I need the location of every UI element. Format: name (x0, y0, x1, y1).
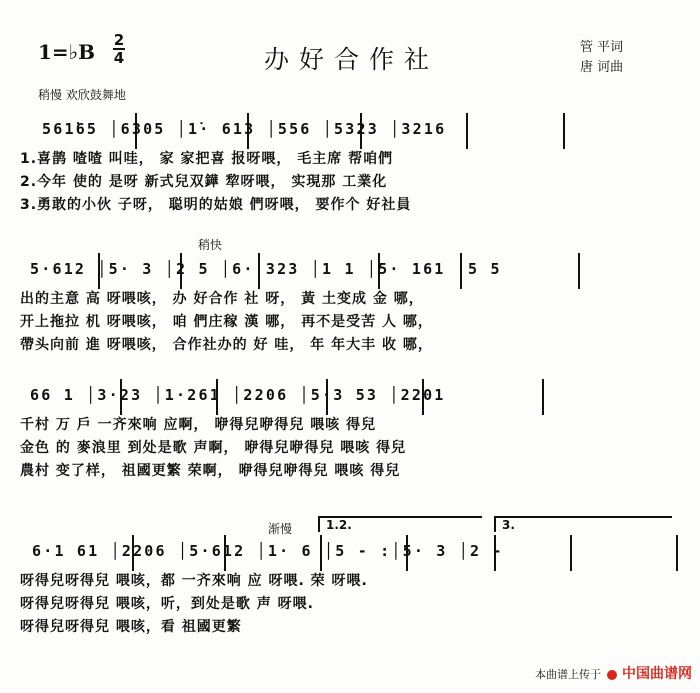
notation-line: 5·612 │5· 3 │2 5 │6· 323 │1 1 │5· 161 │5 5 (30, 260, 502, 278)
tempo-mark-slower: 渐慢 (268, 522, 293, 536)
tempo-mark-faster: 稍快 (198, 238, 223, 252)
key-signature: 1=♭B (38, 40, 96, 64)
composer-credit: 唐 诃曲 (580, 60, 624, 75)
lyric-verse-1: 呀得兒呀得兒 喂咳，都 一齐來响 应 呀喂. 荣 呀喂. (20, 573, 368, 589)
bar-line (466, 113, 468, 149)
notation-line: 66 1 │3·23 │1·261 │2206 │5·3 53 │2201 (30, 386, 446, 404)
footer-text: 本曲谱上传于 (535, 668, 601, 681)
score-system (20, 248, 685, 358)
bar-line (542, 379, 544, 415)
site-logo-text[interactable]: 中国曲谱网 (622, 666, 692, 682)
score-system (20, 374, 685, 484)
score-system (20, 108, 685, 218)
bar-line (563, 113, 565, 149)
lyric-verse-3: 帶头向前 進 呀喂咳， 合作社办的 好 哇， 年 年大丰 收 哪， (20, 337, 433, 353)
footer-attribution (535, 663, 692, 683)
bar-line (578, 253, 580, 289)
bar-line (570, 535, 572, 571)
lyric-verse-1: 千村 万 戶 一齐來响 应啊， 咿得兒咿得兒 喂咳 得兒 (20, 417, 377, 433)
notation-line: 6·1 61 │2206 │5·612 │1· 6 │5 - :│5· 3 │2 - (32, 542, 504, 560)
time-signature: 2 4 (113, 31, 125, 67)
lyric-verse-3: 3.勇敢的小伙 子呀， 聪明的姑娘 們呀喂， 要作个 好社員 (20, 197, 412, 213)
lyric-verse-2: 呀得兒呀得兒 喂咳，听，到处是歌 声 呀喂. (20, 596, 314, 612)
page-title: 办好合作社 (264, 45, 440, 74)
lyric-verse-2: 开上拖拉 机 呀喂咳， 咱 們庄稼 漢 哪， 再不是受苦 人 哪， (20, 314, 433, 330)
final-bar-line (676, 535, 678, 571)
volta-label: 1.2. (326, 518, 352, 532)
volta-label: 3. (502, 518, 515, 532)
tempo-mark-opening: 稍慢 欢欣鼓舞地 (38, 88, 126, 102)
site-logo-icon (607, 670, 617, 680)
lyric-verse-1: 1.喜鹊 喳喳 叫哇， 家 家把喜 报呀喂， 毛主席 帮咱們 (20, 151, 394, 167)
lyric-verse-2: 金色 的 麥浪里 到处是歌 声啊， 咿得兒咿得兒 喂咳 得兒 (20, 440, 407, 456)
lyric-verse-3: 農村 变了样， 祖國更繁 荣啊， 咿得兒咿得兒 喂咳 得兒 (20, 463, 401, 479)
notation-line: 561̇65 │6305 │1̇· 613 │556 │5323 │3216 (42, 120, 447, 138)
lyric-verse-1: 出的主意 高 呀喂咳， 办 好合作 社 呀， 黃 土变成 金 哪， (20, 291, 424, 307)
lyric-verse-2: 2.今年 使的 是呀 新式兒双鏵 犂呀喂， 实現那 工業化 (20, 174, 388, 190)
lyricist-credit: 管 平词 (580, 40, 624, 55)
score-system (20, 530, 685, 640)
lyric-verse-3: 呀得兒呀得兒 喂咳，看 祖國更繁 (20, 619, 242, 635)
